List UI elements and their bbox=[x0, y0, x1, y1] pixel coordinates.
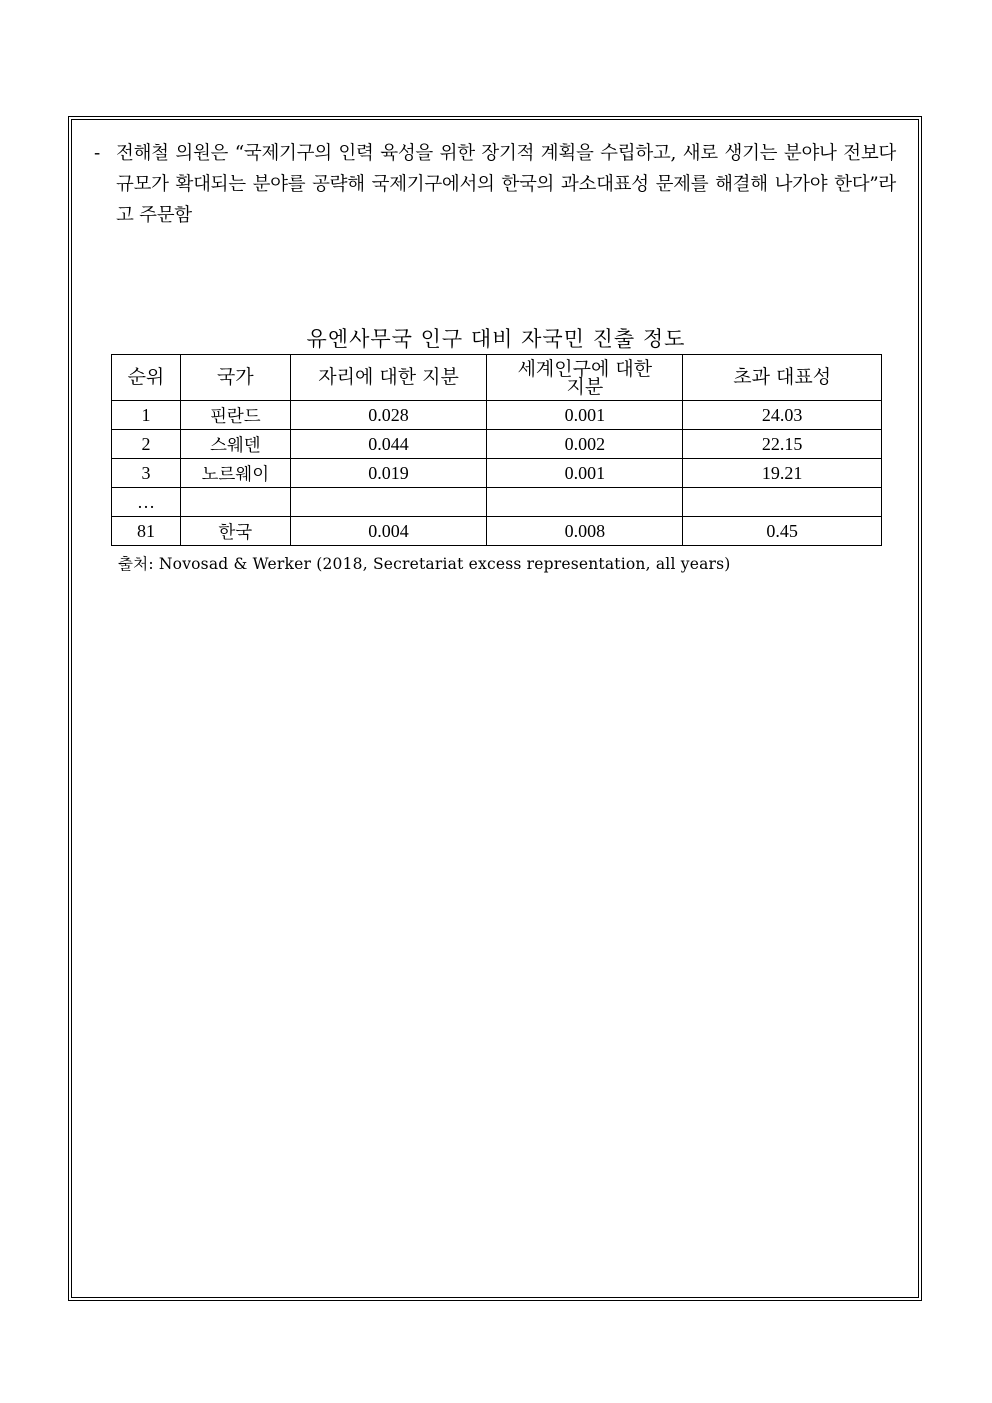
header-rank: 순위 bbox=[112, 355, 181, 401]
header-excess: 초과 대표성 bbox=[683, 355, 882, 401]
cell-rank: 1 bbox=[112, 401, 181, 430]
cell-seat-share: 0.004 bbox=[290, 517, 487, 546]
table-row bbox=[112, 430, 882, 459]
cell-rank: 2 bbox=[112, 430, 181, 459]
cell-country: 한국 bbox=[180, 517, 290, 546]
cell-seat-share bbox=[290, 488, 487, 517]
cell-country: 스웨덴 bbox=[180, 430, 290, 459]
cell-rank: 3 bbox=[112, 459, 181, 488]
cell-seat-share: 0.019 bbox=[290, 459, 487, 488]
cell-pop-share: 0.001 bbox=[487, 401, 683, 430]
header-country: 국가 bbox=[180, 355, 290, 401]
header-seat-share: 자리에 대한 지분 bbox=[290, 355, 487, 401]
bullet-dash: - bbox=[94, 143, 101, 164]
table-row bbox=[112, 488, 882, 517]
cell-country: 핀란드 bbox=[180, 401, 290, 430]
cell-excess bbox=[683, 488, 882, 517]
table-source-note: 출처: Novosad & Werker (2018, Secretariat excess representation, all years) bbox=[118, 555, 731, 573]
header-pop-share bbox=[487, 355, 683, 401]
cell-excess: 0.45 bbox=[683, 517, 882, 546]
cell-country bbox=[180, 488, 290, 517]
page-border-outer bbox=[68, 116, 922, 1301]
page-border-inner bbox=[71, 119, 919, 1298]
table-row bbox=[112, 517, 882, 546]
cell-pop-share bbox=[487, 488, 683, 517]
table-title: 유엔사무국 인구 대비 자국민 진출 정도 bbox=[306, 327, 686, 351]
cell-pop-share: 0.001 bbox=[487, 459, 683, 488]
cell-seat-share: 0.028 bbox=[290, 401, 487, 430]
cell-pop-share: 0.002 bbox=[487, 430, 683, 459]
cell-excess: 19.21 bbox=[683, 459, 882, 488]
representation-table bbox=[111, 354, 882, 546]
table-row bbox=[112, 401, 882, 430]
header-pop-share-label: 세계인구에 대한 지분 bbox=[517, 357, 653, 398]
cell-country: 노르웨이 bbox=[180, 459, 290, 488]
cell-pop-share: 0.008 bbox=[487, 517, 683, 546]
bullet-text: 전해철 의원은 “국제기구의 인력 육성을 위한 장기적 계획을 수립하고, 새로 생기는 분야나 전보다 규모가 확대되는 분야를 공략해 국제기구에서의 한국의 과소대표성 문제를 해결해 나가야 한다”라고 주문함 bbox=[116, 143, 896, 226]
bullet-paragraph bbox=[94, 138, 896, 231]
cell-rank: … bbox=[112, 488, 181, 517]
table-row bbox=[112, 459, 882, 488]
cell-excess: 22.15 bbox=[683, 430, 882, 459]
cell-excess: 24.03 bbox=[683, 401, 882, 430]
cell-seat-share: 0.044 bbox=[290, 430, 487, 459]
cell-rank: 81 bbox=[112, 517, 181, 546]
table-header-row bbox=[112, 355, 882, 401]
